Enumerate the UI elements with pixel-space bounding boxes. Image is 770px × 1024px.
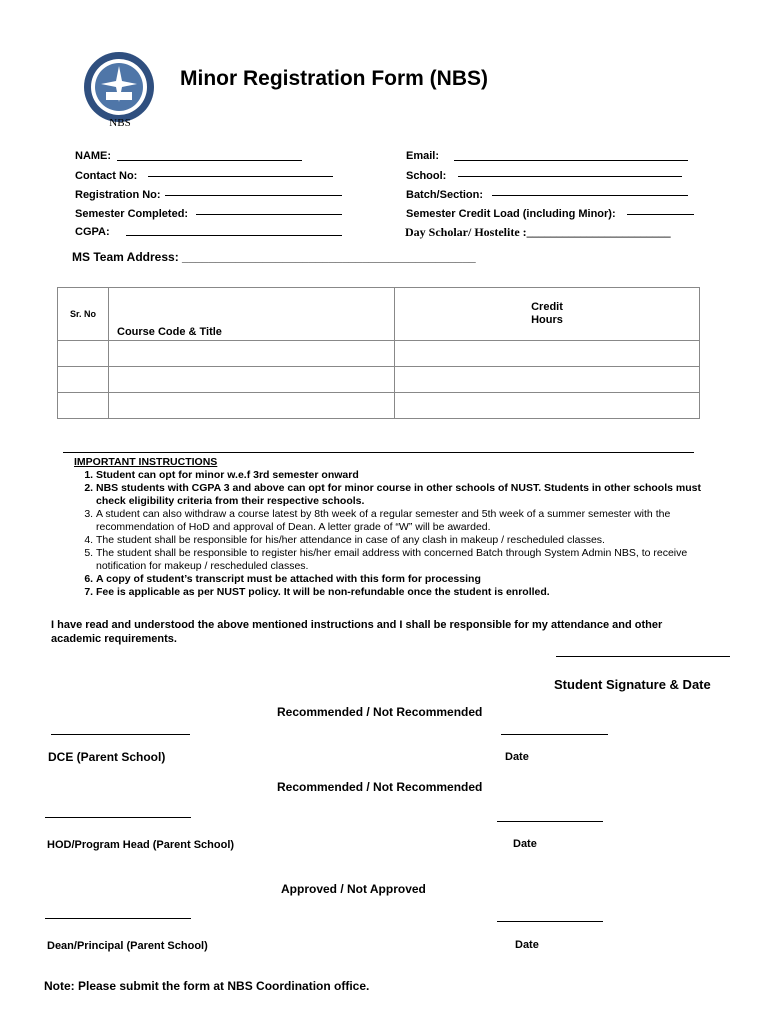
instructions-section bbox=[62, 456, 722, 599]
day-scholar-field[interactable]: Day Scholar/ Hostelite :________________________ bbox=[405, 225, 671, 239]
school-field[interactable] bbox=[458, 176, 682, 177]
instruction-item: 3. A student can also withdraw a course latest by 8th week of a regular semester and 5th week of a summer semester with the recommendation of HoD and approval of Dean. A letter grade of “W” will be awarded. bbox=[96, 508, 722, 534]
instruction-item: 2. NBS students with CGPA 3 and above can opt for minor course in other schools of NUST. Students in other schools must check eligibility criteria from their respective schools. bbox=[96, 482, 722, 508]
name-label: NAME: bbox=[75, 150, 112, 162]
email-field[interactable] bbox=[454, 160, 688, 161]
table-row bbox=[58, 393, 700, 419]
nust-logo-emblem bbox=[82, 50, 156, 124]
registration-field[interactable] bbox=[165, 195, 342, 196]
instruction-item: 6. A copy of student’s transcript must be attached with this form for processing bbox=[96, 573, 722, 586]
ms-team-field[interactable]: MS Team Address: ____________________________________________ bbox=[72, 250, 476, 264]
cgpa-field[interactable] bbox=[126, 235, 342, 236]
credit-cell[interactable] bbox=[395, 393, 700, 419]
credit-load-label: Semester Credit Load (including Minor): bbox=[406, 208, 616, 220]
hod-date-label: Date bbox=[513, 838, 537, 850]
course-header: Course Code & Title bbox=[109, 288, 395, 341]
dce-signature-line[interactable] bbox=[51, 734, 190, 735]
dean-date-line[interactable] bbox=[497, 921, 603, 922]
instructions-list bbox=[62, 469, 722, 599]
instructions-heading: IMPORTANT INSTRUCTIONS bbox=[74, 456, 218, 468]
instruction-item: 1. Student can opt for minor w.e.f 3rd semester onward bbox=[96, 469, 722, 482]
footer-note: Note: Please submit the form at NBS Coordination office. bbox=[44, 979, 370, 993]
contact-label: Contact No: bbox=[75, 170, 138, 182]
instruction-item: 7. Fee is applicable as per NUST policy. It will be non-refundable once the student is enrolled. bbox=[96, 586, 722, 599]
credit-cell[interactable] bbox=[395, 341, 700, 367]
recommend-label-1: Recommended / Not Recommended bbox=[277, 705, 483, 719]
approved-label: Approved / Not Approved bbox=[281, 882, 426, 896]
table-row bbox=[58, 341, 700, 367]
recommend-label-2: Recommended / Not Recommended bbox=[277, 780, 483, 794]
email-label: Email: bbox=[406, 150, 440, 162]
dean-signature-line[interactable] bbox=[45, 918, 191, 919]
declaration-text: I have read and understood the above mentioned instructions and I shall be responsible for my attendance and other academic requirements. bbox=[51, 619, 663, 645]
dean-label: Dean/Principal (Parent School) bbox=[47, 940, 208, 952]
hod-date-line[interactable] bbox=[497, 821, 603, 822]
course-cell[interactable] bbox=[109, 393, 395, 419]
credit-hours-header: Credit Hours bbox=[395, 288, 700, 341]
course-cell[interactable] bbox=[109, 341, 395, 367]
batch-label: Batch/Section: bbox=[406, 189, 484, 201]
instruction-item: 4. The student shall be responsible for his/her attendance in case of any clash in makeup / rescheduled classes. bbox=[96, 534, 722, 547]
credit-load-field[interactable] bbox=[627, 214, 694, 215]
sr-cell[interactable] bbox=[58, 367, 109, 393]
hod-signature-line[interactable] bbox=[45, 817, 191, 818]
table-header-row bbox=[58, 288, 700, 341]
hod-label: HOD/Program Head (Parent School) bbox=[47, 839, 235, 851]
course-cell[interactable] bbox=[109, 367, 395, 393]
student-signature-line[interactable] bbox=[556, 656, 730, 657]
sr-cell[interactable] bbox=[58, 393, 109, 419]
instruction-item: 5. The student shall be responsible to register his/her email address with concerned Batch through System Admin NBS, to receive notification for makeup / rescheduled classes. bbox=[96, 547, 722, 573]
school-label: School: bbox=[406, 170, 447, 182]
name-field[interactable] bbox=[117, 160, 302, 161]
student-signature-label: Student Signature & Date bbox=[554, 677, 711, 692]
page-title: Minor Registration Form (NBS) bbox=[180, 67, 488, 90]
course-table bbox=[57, 287, 700, 419]
dce-date-line[interactable] bbox=[501, 734, 608, 735]
dce-label: DCE (Parent School) bbox=[48, 750, 166, 764]
sr-cell[interactable] bbox=[58, 341, 109, 367]
contact-field[interactable] bbox=[148, 176, 333, 177]
logo-caption: NBS bbox=[109, 117, 131, 129]
semester-completed-field[interactable] bbox=[196, 214, 342, 215]
table-row bbox=[58, 367, 700, 393]
dce-date-label: Date bbox=[505, 751, 529, 763]
batch-field[interactable] bbox=[492, 195, 688, 196]
sr-no-header: Sr. No bbox=[58, 288, 109, 341]
divider bbox=[63, 452, 694, 453]
semester-completed-label: Semester Completed: bbox=[75, 208, 189, 220]
registration-label: Registration No: bbox=[75, 189, 161, 201]
credit-cell[interactable] bbox=[395, 367, 700, 393]
dean-date-label: Date bbox=[515, 939, 539, 951]
cgpa-label: CGPA: bbox=[75, 226, 110, 238]
